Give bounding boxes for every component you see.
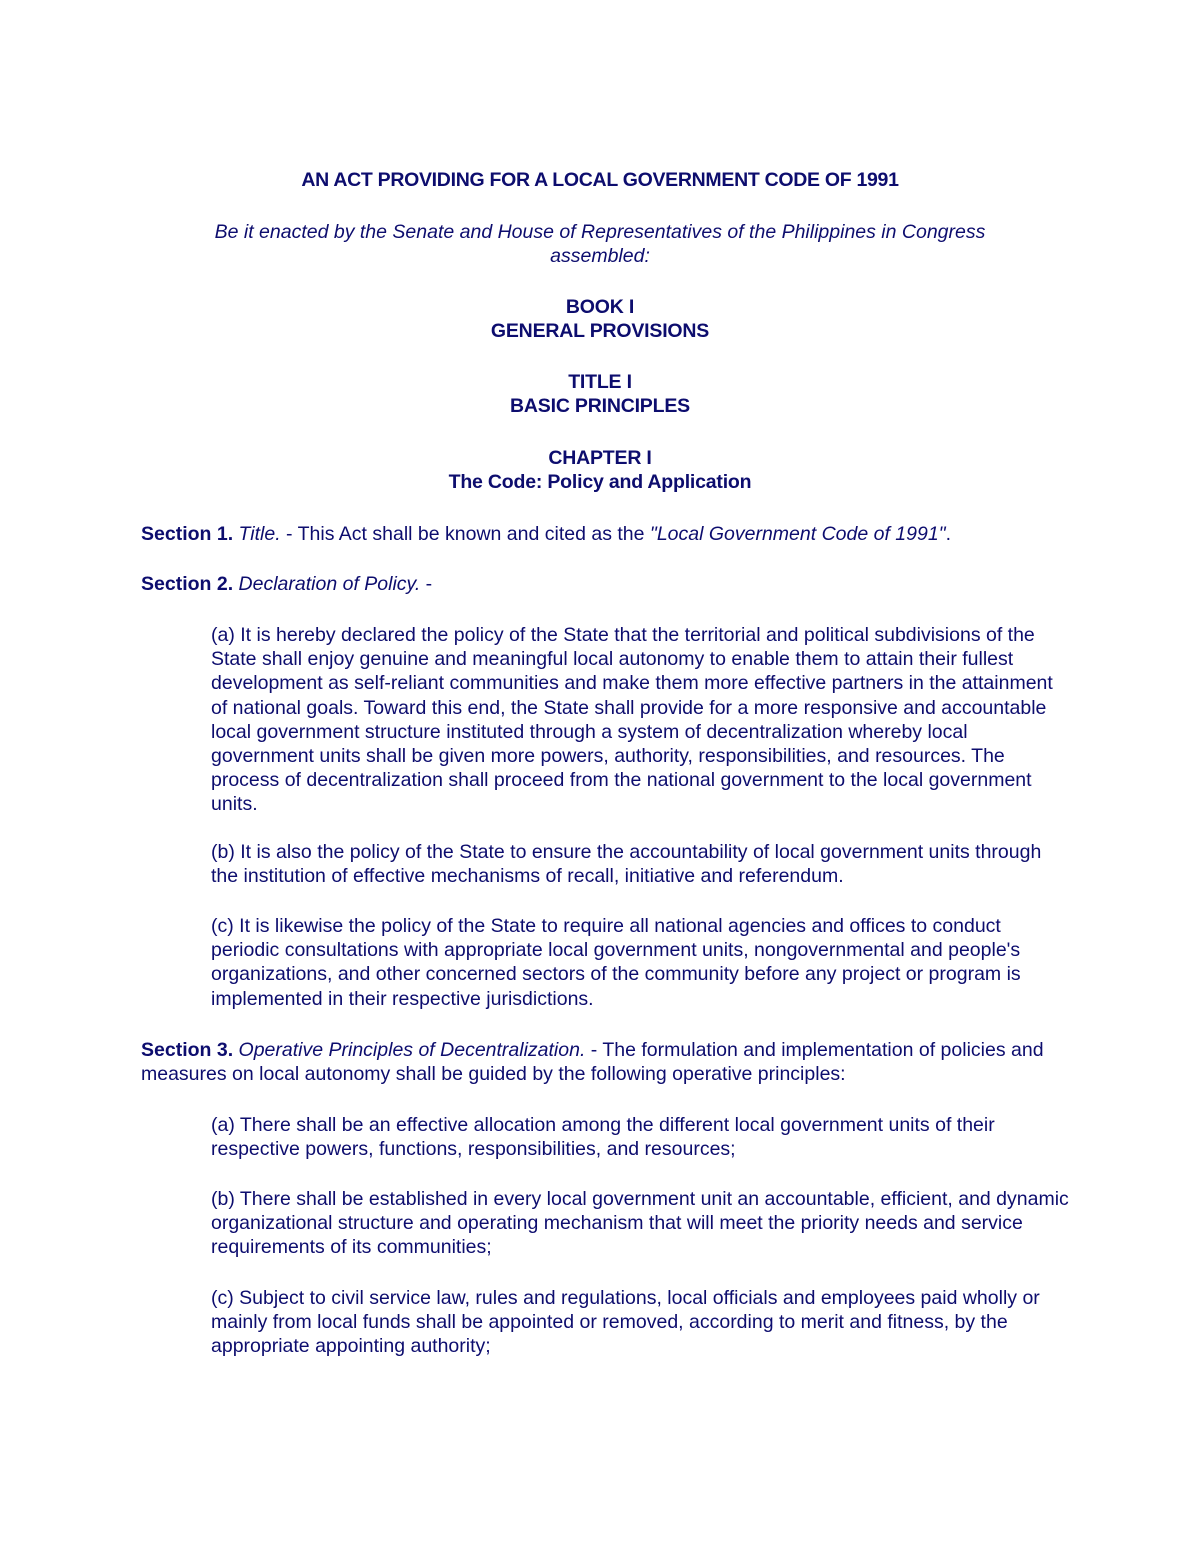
title-label: TITLE I (568, 371, 632, 393)
section-1-number: Section 1. (141, 523, 234, 545)
section-3 (141, 1038, 1071, 1086)
section-2-paragraph-b: (b) It is also the policy of the State to ensure the accountability of local government units through the institution of effective mechanisms of recall, initiative and referendum. (211, 841, 1042, 888)
section-2-number: Section 2. (141, 573, 234, 595)
section-2-text: - (420, 573, 433, 595)
section-1-text: - This Act shall be known and cited as the (280, 523, 650, 545)
section-3-paragraph-c: (c) Subject to civil service law, rules and regulations, local officials and employees paid wholly or mainly from local funds shall be appointed or removed, according to merit and fitness, by the appropriate appointing authority; (211, 1287, 1040, 1358)
chapter-name: The Code: Policy and Application (448, 471, 752, 493)
section-1-end: . (945, 523, 952, 545)
book-name: GENERAL PROVISIONS (490, 320, 710, 342)
section-3-paragraph-a: (a) There shall be an effective allocation among the different local government units of their respective powers, functions, responsibilities, and resources; (211, 1114, 995, 1161)
enacting-clause: Be it enacted by the Senate and House of Representatives of the Philippines in Congress assembled: (214, 221, 986, 268)
section-2-paragraph-c: (c) It is likewise the policy of the State to require all national agencies and offices to conduct periodic consultations with appropriate local government units, nongovernmental and people's organizations, and other concerned sectors of the community before any project or program is implemented in their respective jurisdictions. (211, 915, 1021, 1010)
section-2-paragraph-a: (a) It is hereby declared the policy of the State that the territorial and political subdivisions of the State shall enjoy genuine and meaningful local autonomy to enable them to attain their fullest development as self-reliant communities and make them more effective partners in the attainment of national goals. Toward this end, the State shall provide for a more responsive and accountable local government structure instituted through a system of decentralization whereby local government units shall be given more powers, authority, responsibilities, and resources. The process of decentralization shall proceed from the national government to the local government units. (211, 624, 1053, 816)
section-3-text: - The formulation and implementation of policies and measures on local autonomy shall be guided by the following operative principles: (141, 1039, 1044, 1086)
section-2-heading: Declaration of Policy. (238, 573, 421, 595)
section-2 (141, 572, 1071, 596)
section-3-heading: Operative Principles of Decentralization. (238, 1039, 586, 1061)
title-name: BASIC PRINCIPLES (510, 395, 690, 417)
section-3-paragraph-b: (b) There shall be established in every local government unit an accountable, efficient, and dynamic organizational structure and operating mechanism that will meet the priority needs and service requirements of its communities; (211, 1188, 1069, 1259)
section-3-number: Section 3. (141, 1039, 234, 1061)
section-1 (141, 522, 1071, 546)
book-label: BOOK I (565, 296, 635, 318)
document-title: AN ACT PROVIDING FOR A LOCAL GOVERNMENT CODE OF 1991 (301, 169, 899, 191)
section-1-heading: Title. (238, 523, 281, 545)
chapter-label: CHAPTER I (548, 447, 652, 469)
section-1-quoted: "Local Government Code of 1991" (649, 523, 946, 545)
